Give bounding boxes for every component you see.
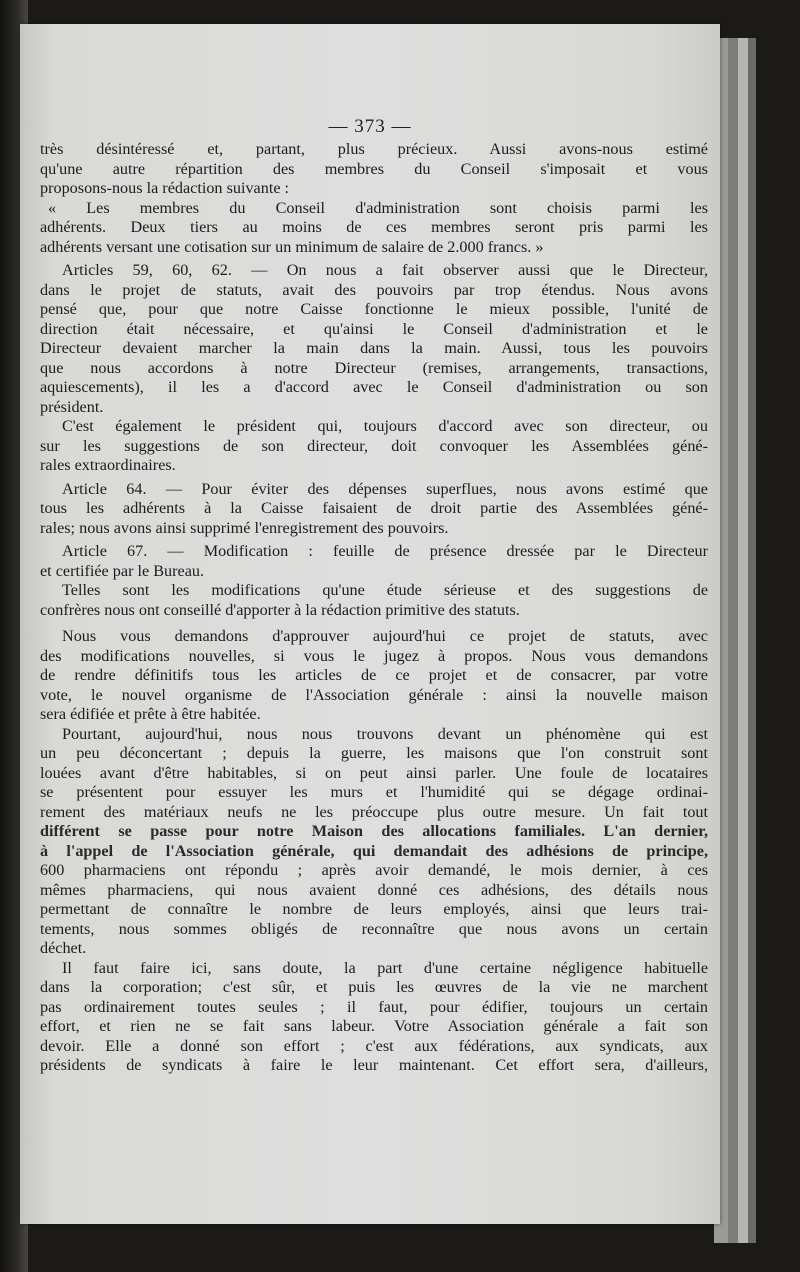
text-line: Telles sont les modifications qu'une étude sérieuse et des suggestions de [62,581,708,599]
text-line: que nous accordons à notre Directeur (remises, arrangements, transactions, [40,358,708,377]
text-line: tements, nous sommes obligés de reconnaître que nous avons un certain [40,919,708,938]
text-line: C'est également le président qui, toujours d'accord avec son directeur, ou [62,417,708,435]
page-edge [738,38,748,1243]
text-line: direction était nécessaire, et qu'ainsi le Conseil d'administration et le [40,319,708,338]
text-line: et certifiée par le Bureau. [40,561,205,580]
text-line: sera édifiée et prête à être habitée. [40,705,261,723]
text-line: pensé que, pour que notre Caisse fonctionne le mieux possible, l'unité de [40,300,708,318]
text-line: 600 pharmaciens ont répondu ; après avoir demandé, le mois dernier, à ces [40,861,708,879]
text-line: Article 67. — Modification : feuille de présence dressée par le Directeur [62,542,708,560]
text-line: un peu déconcertant ; depuis la guerre, les maisons que l'on construit sont [40,744,708,762]
text-line: proposons-nous la rédaction suivante : [40,179,290,197]
text-line: différent se passe pour notre Maison des allocations familiales. L'an dernier, [40,822,708,840]
text-line: aquiescements), il les a d'accord avec le Conseil d'administration ou son [40,378,708,396]
text-line: permettant de connaître le nombre de leurs employés, ainsi que leurs trai- [40,900,708,918]
page-number: — 373 — [328,116,412,137]
text-line: présidents de syndicats à faire le leur maintenant. Cet effort sera, d'ailleurs, [40,1056,708,1074]
text-line: « Les membres du Conseil d'administration sont choisis parmi les [48,198,708,217]
text-line: de rendre définitifs tous les articles de ce projet et de consacrer, par votre [40,666,708,684]
text-line: à l'appel de l'Association générale, qui demandait des adhésions de principe, [40,841,708,860]
text-line: sur les suggestions de son directeur, doit convoquer les Assemblées géné- [40,436,708,455]
text-line: Nous vous demandons d'approuver aujourd'hui ce projet de statuts, avec [62,627,708,645]
page-edge [748,38,756,1243]
body-text [40,140,708,1076]
text-line: confrères nous ont conseillé d'apporter à la rédaction primitive des statuts. [40,600,520,619]
text-line: rement des matériaux neufs ne les préoccupe plus outre mesure. Un fait tout [40,802,708,821]
text-line: Directeur devaient marcher la main dans la main. Aussi, tous les pouvoirs [40,339,708,357]
text-line: président. [40,397,104,416]
text-line: effort, et rien ne se fait sans labeur. Votre Association générale a fait son [40,1017,708,1035]
text-line: dans le projet de statuts, avait des pouvoirs par trop étendus. Nous avons [40,280,708,299]
text-line: Il faut faire ici, sans doute, la part d'une certaine négligence habituelle [62,958,708,977]
text-line: Articles 59, 60, 62. — On nous a fait observer aussi que le Directeur, [62,261,708,279]
text-line: très désintéressé et, partant, plus précieux. Aussi avons-nous estimé [40,140,708,158]
text-line: mêmes pharmaciens, qui nous avaient donné ces adhésions, des détails nous [40,880,708,899]
text-line: adhérents. Deux tiers au moins de ces membres seront pris parmi les [40,218,708,236]
text-line: Pourtant, aujourd'hui, nous nous trouvons devant un phénomène qui est [62,724,708,743]
text-line: dans la corporation; c'est sûr, et puis les œuvres de la vie ne marchent [40,978,708,996]
text-line: rales; nous avons ainsi supprimé l'enregistrement des pouvoirs. [40,518,449,537]
paragraph-gap [40,620,708,627]
text-line: se présentent pour essuyer les murs et l'humidité qui se dégage ordinai- [40,783,708,801]
text-line: louées avant d'être habitables, si on peut ainsi parler. Une foule de locataires [40,763,708,782]
text-line: adhérents versant une cotisation sur un minimum de salaire de 2.000 francs. » [40,237,544,256]
text-line: pas ordinairement toutes seules ; il faut, pour édifier, toujours un certain [40,997,708,1016]
page-edge [728,38,738,1243]
text-line: tous les adhérents à la Caisse faisaient de droit partie des Assemblées géné- [40,499,708,517]
text-line: qu'une autre répartition des membres du Conseil s'imposait et vous [40,159,708,178]
text-line: Article 64. — Pour éviter des dépenses superflues, nous avons estimé que [62,479,708,498]
text-line: des modifications nouvelles, si vous le jugez à propos. Nous vous demandons [40,646,708,665]
text-line: vote, le nouvel organisme de l'Association générale : ainsi la nouvelle maison [40,685,708,704]
text-line: déchet. [40,939,87,957]
text-line: devoir. Elle a donné son effort ; c'est aux fédérations, aux syndicats, aux [40,1036,708,1055]
text-line: rales extraordinaires. [40,456,176,474]
